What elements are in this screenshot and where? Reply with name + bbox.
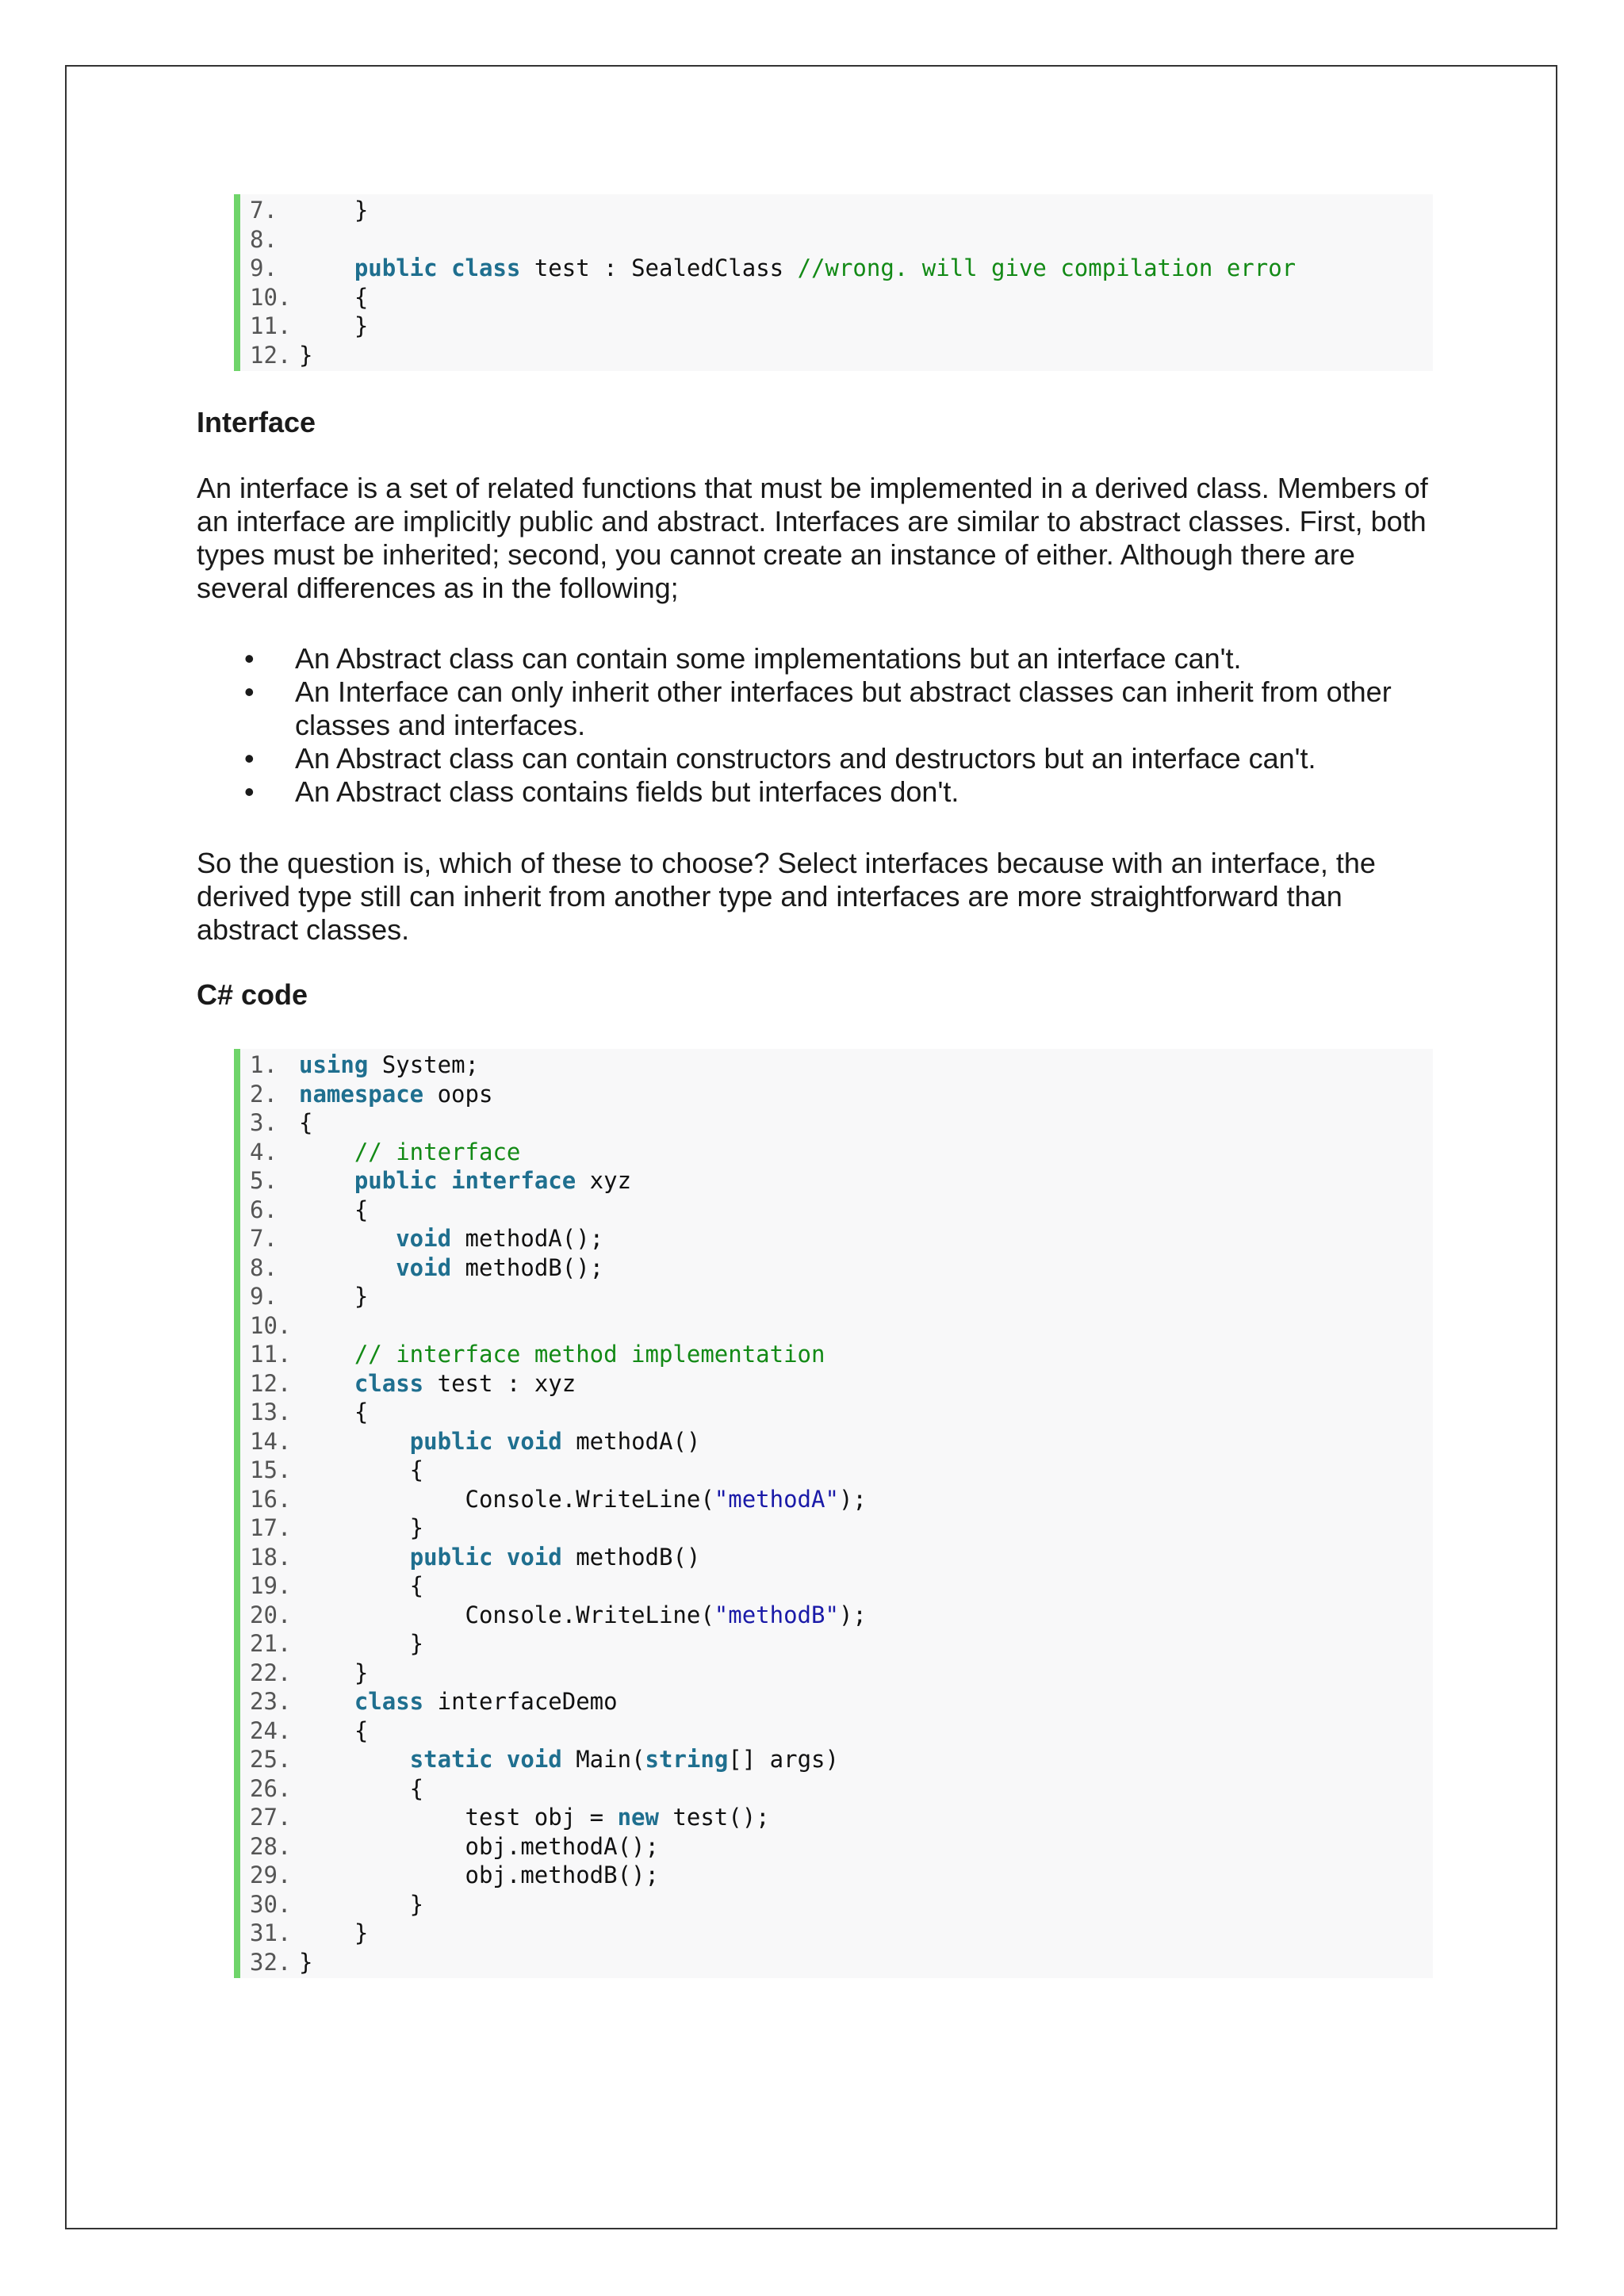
- code-token: static: [409, 1746, 493, 1773]
- code-line: [250, 1253, 1433, 1283]
- code-line: [250, 1282, 1433, 1311]
- code-token: public: [409, 1427, 493, 1455]
- code-token: [492, 1428, 506, 1455]
- code-token: {: [299, 283, 369, 311]
- code-token: {: [299, 1109, 313, 1136]
- line-number: 28.: [250, 1832, 292, 1860]
- code-line: [250, 1774, 1433, 1804]
- code-token: }: [299, 341, 313, 369]
- code-token: [299, 1138, 354, 1165]
- code-token: {: [299, 1399, 369, 1425]
- code-token: oops: [423, 1080, 493, 1108]
- code-line: [250, 225, 1433, 254]
- code-line: [250, 1485, 1433, 1514]
- code-line: [250, 1196, 1433, 1225]
- differences-list: [197, 642, 1442, 809]
- code-token: {: [299, 1196, 369, 1223]
- code-line: [250, 312, 1433, 341]
- line-number: 15.: [250, 1456, 292, 1483]
- code-token: [299, 1746, 410, 1773]
- code-token: Console.WriteLine(: [299, 1601, 714, 1628]
- code-token: void: [506, 1746, 562, 1773]
- code-block-interface-demo: [234, 1049, 1433, 1978]
- line-number: 31.: [250, 1919, 292, 1946]
- code-token: new: [617, 1804, 659, 1831]
- code-token: [299, 1167, 354, 1194]
- code-token: [438, 254, 451, 281]
- code-token: methodB(): [561, 1543, 701, 1571]
- line-number: 10.: [250, 1311, 292, 1339]
- code-token: }: [299, 1948, 313, 1976]
- code-token: [299, 1544, 410, 1571]
- code-line: [250, 1687, 1433, 1716]
- code-block-sealed-class: [234, 194, 1433, 371]
- line-number: 17.: [250, 1514, 292, 1541]
- code-token: }: [299, 1514, 424, 1541]
- code-token: test obj =: [299, 1804, 618, 1831]
- code-line: [250, 1108, 1433, 1138]
- code-token: class: [354, 1688, 424, 1715]
- code-token: }: [299, 312, 369, 339]
- line-number: 12.: [250, 1369, 292, 1397]
- code-token: class: [354, 1369, 424, 1397]
- code-token: System;: [368, 1051, 479, 1078]
- code-token: }: [299, 1630, 424, 1657]
- line-number: 14.: [250, 1427, 292, 1455]
- code-token: test : SealedClass: [520, 254, 798, 281]
- code-line: [250, 1745, 1433, 1774]
- code-token: void: [506, 1543, 562, 1571]
- code-token: void: [396, 1253, 452, 1281]
- code-token: {: [299, 1716, 369, 1744]
- line-number: 9.: [250, 1283, 278, 1310]
- code-token: [438, 1167, 451, 1194]
- code-token: obj.methodA();: [299, 1832, 659, 1860]
- line-number: 2.: [250, 1080, 278, 1108]
- code-line: [250, 1398, 1433, 1427]
- code-line: [250, 1513, 1433, 1543]
- code-line: [250, 1543, 1433, 1572]
- code-token: [299, 1428, 410, 1455]
- line-number: 1.: [250, 1051, 278, 1078]
- code-token: public: [354, 1167, 438, 1194]
- code-line: [250, 1340, 1433, 1369]
- code-token: [299, 1225, 396, 1252]
- line-number: 13.: [250, 1399, 292, 1425]
- code-token: );: [838, 1485, 867, 1513]
- line-number: 8.: [250, 1253, 278, 1281]
- list-item: • An Interface can only inherit other interfaces but abstract classes can inherit from other classes and interfaces.: [197, 675, 1442, 742]
- code-token: public: [354, 254, 438, 281]
- code-line: [250, 1861, 1433, 1890]
- code-line: [250, 1629, 1433, 1659]
- code-token: xyz: [576, 1167, 632, 1194]
- line-number: 12.: [250, 341, 292, 369]
- line-number: 4.: [250, 1138, 278, 1165]
- code-token: //wrong. will give compilation error: [797, 254, 1297, 281]
- line-number: 10.: [250, 283, 292, 311]
- code-token: [299, 254, 354, 281]
- line-number: 25.: [250, 1746, 292, 1773]
- line-number: 23.: [250, 1688, 292, 1715]
- code-token: using: [299, 1051, 369, 1078]
- code-line: [250, 1050, 1433, 1080]
- code-line: [250, 1659, 1433, 1688]
- code-token: }: [299, 197, 369, 224]
- line-number: 21.: [250, 1630, 292, 1657]
- code-token: void: [506, 1427, 562, 1455]
- code-token: // interface: [354, 1138, 521, 1165]
- line-number: 11.: [250, 1341, 292, 1368]
- code-token: Main(: [561, 1746, 645, 1773]
- code-token: interfaceDemo: [423, 1688, 618, 1715]
- line-number: 18.: [250, 1543, 292, 1571]
- code-line: [250, 1080, 1433, 1109]
- line-number: 16.: [250, 1485, 292, 1513]
- code-token: }: [299, 1659, 369, 1686]
- code-token: }: [299, 1283, 369, 1310]
- code-token: public: [409, 1543, 493, 1571]
- code-line: [250, 1427, 1433, 1456]
- code-token: {: [299, 1456, 424, 1483]
- code-token: "methodB": [714, 1601, 839, 1628]
- line-number: 22.: [250, 1659, 292, 1686]
- code-line: [250, 1832, 1433, 1862]
- code-token: interface: [451, 1167, 576, 1194]
- code-line: [250, 283, 1433, 312]
- line-number: 3.: [250, 1109, 278, 1136]
- line-number: 20.: [250, 1601, 292, 1628]
- list-item: • An Abstract class can contain some implementations but an interface can't.: [197, 642, 1442, 675]
- line-number: 11.: [250, 312, 292, 339]
- code-line: [250, 341, 1433, 370]
- code-token: test();: [658, 1804, 770, 1831]
- code-line: [250, 1224, 1433, 1253]
- code-token: Console.WriteLine(: [299, 1485, 714, 1513]
- code-line: [250, 1803, 1433, 1832]
- code-token: methodA();: [451, 1225, 604, 1252]
- code-token: void: [396, 1225, 452, 1252]
- code-line: [250, 1138, 1433, 1167]
- question-paragraph: So the question is, which of these to choose? Select interfaces because with an interface, the derived type still can inherit from another type and interfaces are more straightforward than abstract classes.: [197, 847, 1376, 946]
- code-token: [299, 1370, 354, 1397]
- line-number: 6.: [250, 1196, 278, 1223]
- line-number: 30.: [250, 1890, 292, 1918]
- code-token: }: [299, 1890, 424, 1918]
- line-number: 9.: [250, 254, 278, 281]
- code-token: [299, 1254, 396, 1281]
- line-number: 24.: [250, 1716, 292, 1744]
- interface-description: An interface is a set of related functions that must be implemented in a derived class. Members of an interface are implicitly public and abstract. Interfaces are similar to abstract classes. First, both types must be inherited; second, you cannot create an instance of either. Although there are several differences as in the following;: [197, 472, 1428, 604]
- line-number: 32.: [250, 1948, 292, 1976]
- code-token: {: [299, 1572, 424, 1599]
- code-line: [250, 254, 1433, 283]
- code-token: obj.methodB();: [299, 1862, 659, 1888]
- code-token: [492, 1544, 506, 1571]
- line-number: 8.: [250, 225, 278, 253]
- code-line: [250, 1456, 1433, 1485]
- code-line: [250, 1601, 1433, 1630]
- line-number: 19.: [250, 1572, 292, 1599]
- code-token: namespace: [299, 1080, 424, 1108]
- code-token: }: [299, 1919, 369, 1946]
- code-token: );: [838, 1601, 867, 1628]
- code-token: methodB();: [451, 1253, 604, 1281]
- code-token: "methodA": [714, 1485, 839, 1513]
- line-number: 27.: [250, 1804, 292, 1831]
- code-line: [250, 1919, 1433, 1948]
- code-token: [] args): [728, 1746, 839, 1773]
- code-token: class: [451, 254, 521, 281]
- line-number: 7.: [250, 197, 278, 224]
- list-item: • An Abstract class contains fields but interfaces don't.: [197, 775, 1442, 809]
- line-number: 29.: [250, 1862, 292, 1888]
- code-line: [250, 196, 1433, 225]
- code-line: [250, 1571, 1433, 1601]
- line-number: 5.: [250, 1167, 278, 1194]
- line-number: 26.: [250, 1774, 292, 1802]
- code-token: methodA(): [561, 1427, 701, 1455]
- code-token: [299, 1688, 354, 1715]
- code-line: [250, 1369, 1433, 1399]
- heading-interface: Interface: [197, 406, 316, 438]
- code-line: [250, 1948, 1433, 1977]
- list-item: • An Abstract class can contain constructors and destructors but an interface can't.: [197, 742, 1442, 775]
- code-token: {: [299, 1774, 424, 1802]
- code-line: [250, 1311, 1433, 1341]
- code-token: // interface method implementation: [354, 1341, 825, 1368]
- heading-csharp-code: C# code: [197, 978, 308, 1011]
- code-token: test : xyz: [423, 1369, 576, 1397]
- code-line: [250, 1716, 1433, 1746]
- code-line: [250, 1890, 1433, 1919]
- code-line: [250, 1166, 1433, 1196]
- code-token: [299, 1341, 354, 1368]
- code-token: [492, 1746, 506, 1773]
- code-token: string: [645, 1746, 729, 1773]
- line-number: 7.: [250, 1225, 278, 1252]
